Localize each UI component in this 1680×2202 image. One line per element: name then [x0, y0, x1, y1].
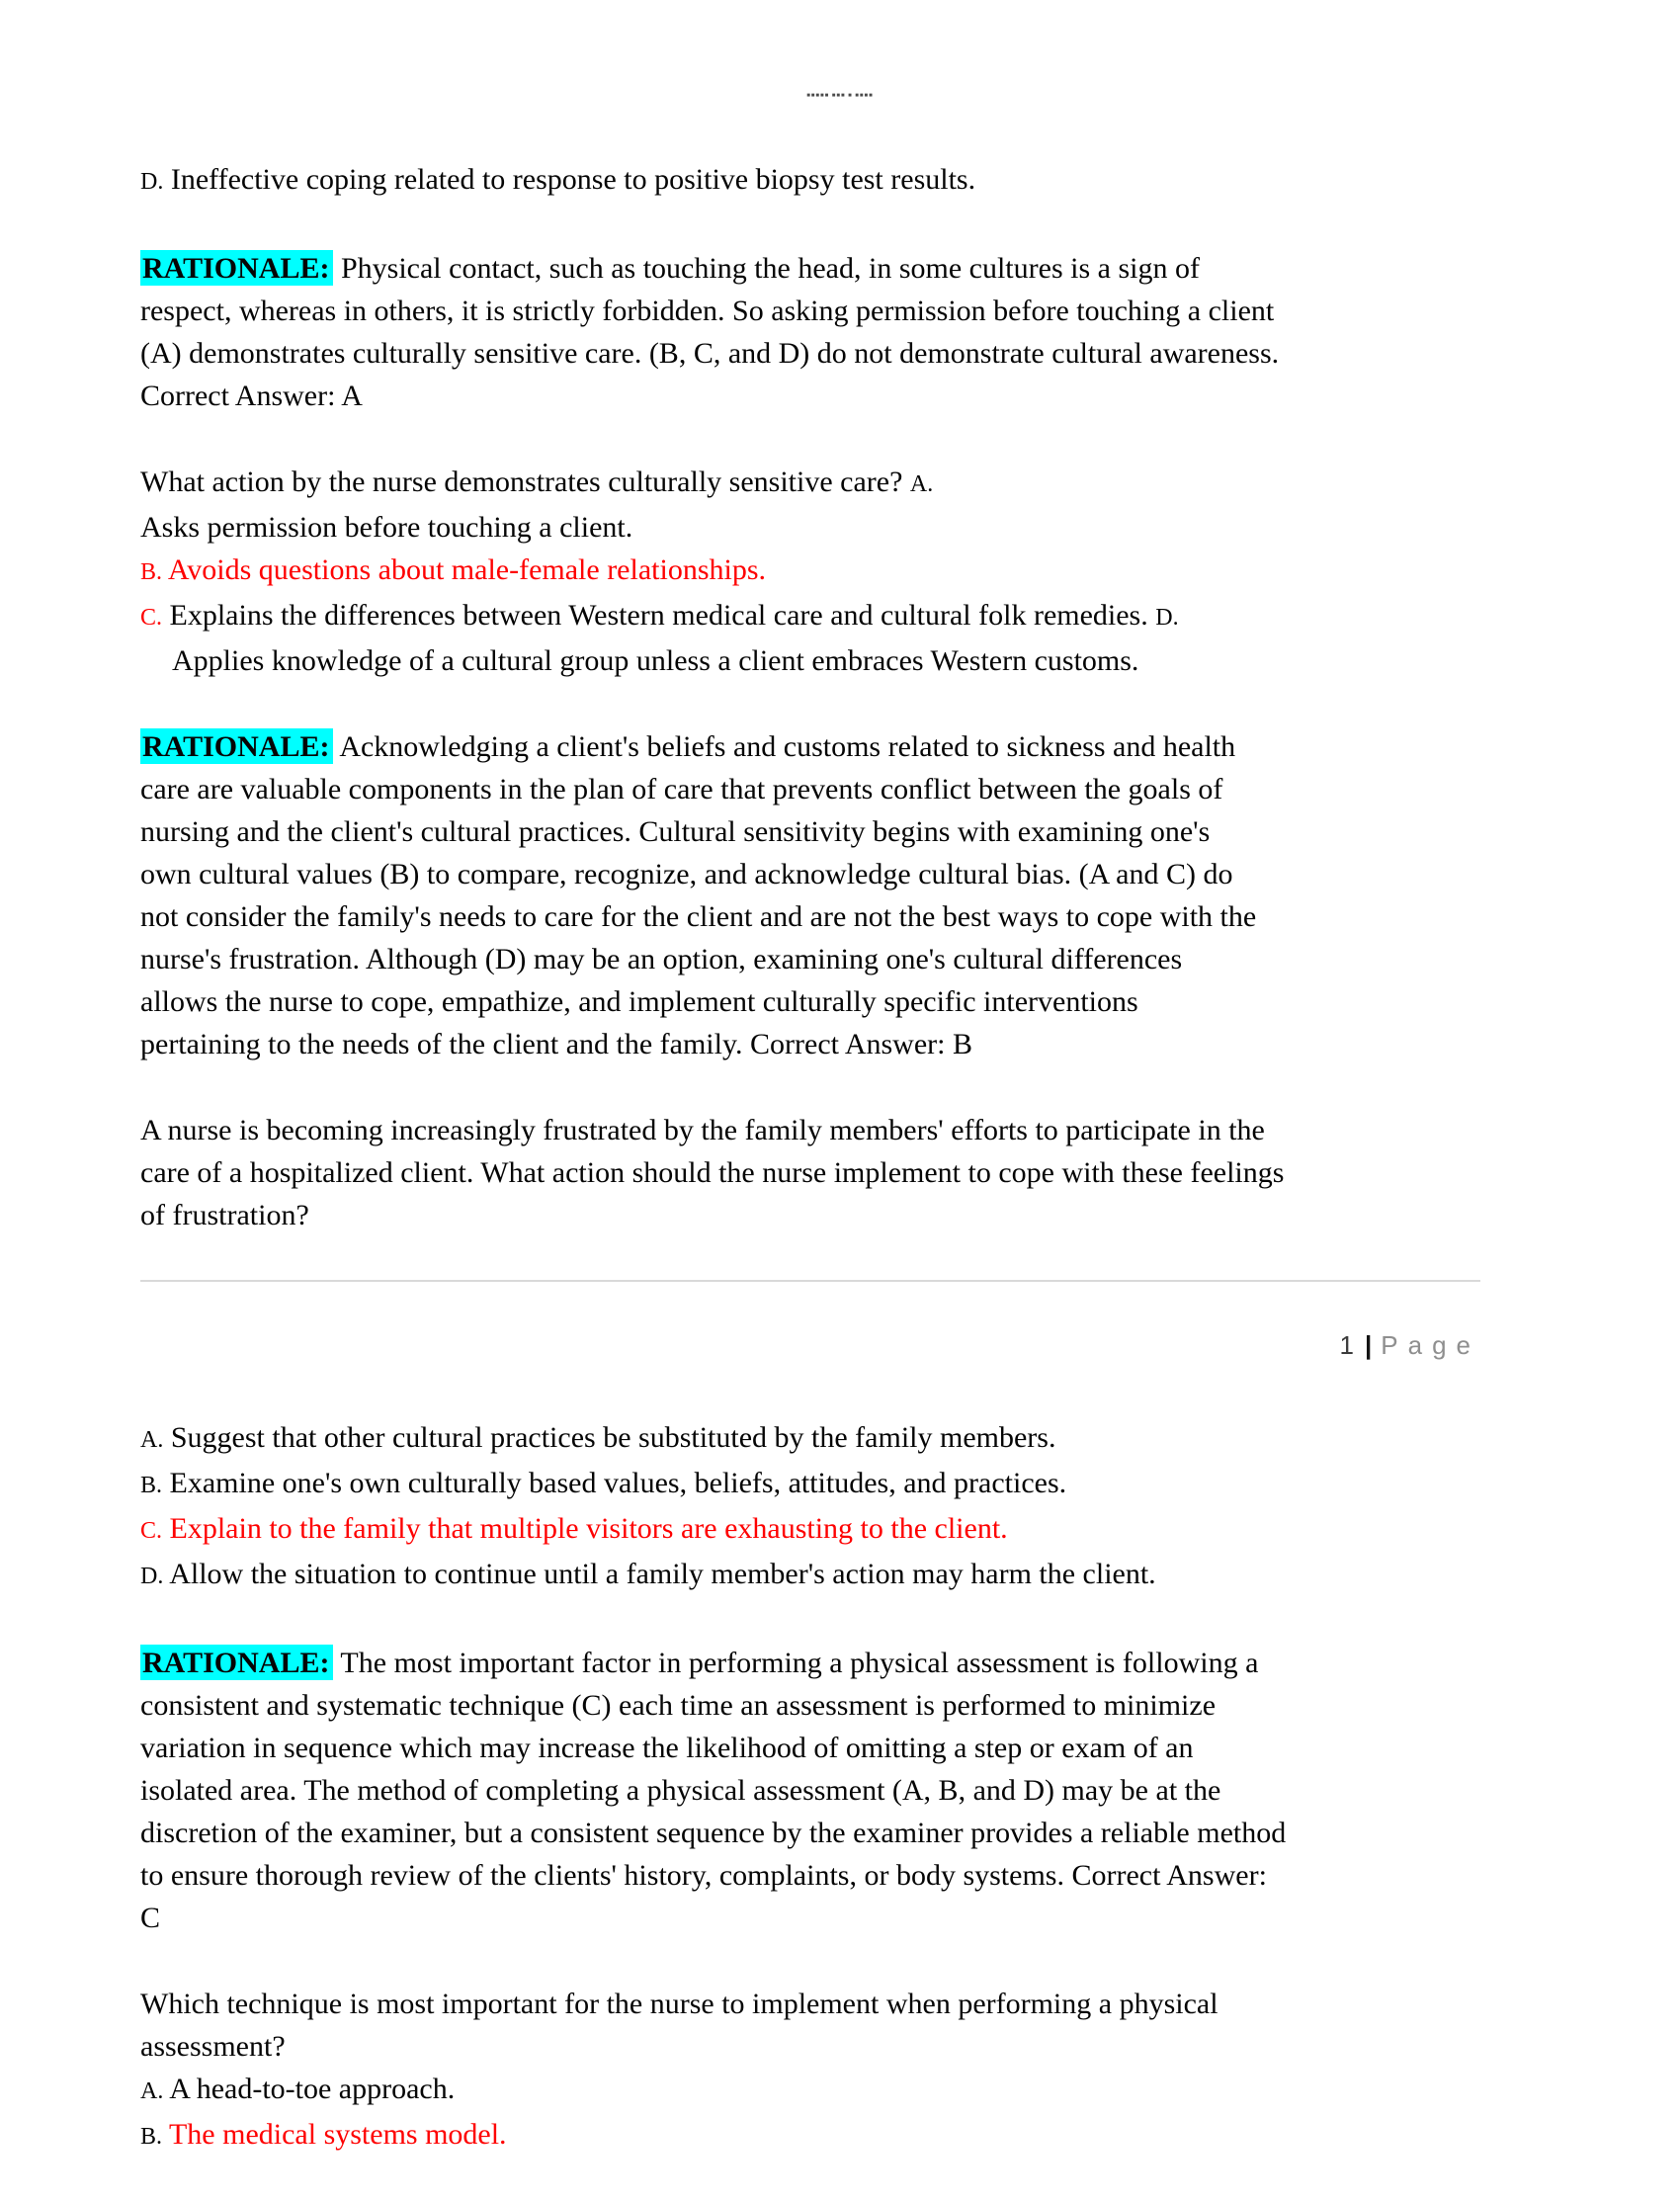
body-text: own cultural values (B) to compare, recognize, and acknowledge cultural bias. (A and C) do	[140, 858, 1233, 890]
illegible-microtext: ■■■■■ ■■■ ■ ■■■■	[806, 93, 874, 99]
body-text: Acknowledging a client's beliefs and customs related to sickness and health	[333, 730, 1236, 763]
body-text: (A) demonstrates culturally sensitive care. (B, C, and D) do not demonstrate cultural awareness.	[140, 337, 1280, 370]
text-line	[140, 2113, 1480, 2159]
text-line	[140, 1023, 1480, 1065]
text-line	[140, 895, 1480, 938]
body-text: Allow the situation to continue until a family member's action may harm the client.	[163, 1558, 1156, 1590]
text-line	[140, 1812, 1480, 1854]
body-text: care of a hospitalized client. What action should the nurse implement to cope with these feelings	[140, 1156, 1285, 1189]
body-text: Which technique is most important for the nurse to implement when performing a physical	[140, 1988, 1218, 2020]
text-line	[140, 290, 1480, 332]
option-label: C.	[140, 1518, 163, 1544]
question-1	[140, 461, 1480, 682]
question-2-options	[140, 1416, 1480, 1598]
body-text: variation in sequence which may increase the likelihood of omitting a step or exam of an	[140, 1732, 1194, 1764]
section-divider	[140, 1280, 1480, 1282]
body-text: pertaining to the needs of the client and the family. Correct Answer: B	[140, 1028, 972, 1060]
option-label: D.	[1155, 605, 1179, 631]
text-line	[140, 1151, 1480, 1194]
text-line	[140, 158, 1480, 204]
text-line	[140, 1854, 1480, 1897]
red-text: The medical systems model.	[162, 2118, 507, 2151]
body-text: A nurse is becoming increasingly frustrated by the family members' efforts to participate in the	[140, 1114, 1265, 1146]
text-line	[140, 1194, 1480, 1236]
text-line	[140, 938, 1480, 980]
page-number-value: 1	[1339, 1330, 1356, 1360]
text-line	[140, 1684, 1480, 1727]
red-text: Avoids questions about male-female relationships.	[162, 553, 767, 586]
text-line	[140, 1897, 1480, 1939]
option-label: C.	[140, 605, 163, 631]
option-label: A.	[140, 1427, 164, 1453]
page-number-separator: |	[1364, 1330, 1373, 1360]
body-text: assessment?	[140, 2030, 286, 2063]
text-line	[140, 639, 1480, 682]
text-line	[140, 1727, 1480, 1769]
body-text: Explains the differences between Western medical care and cultural folk remedies.	[162, 599, 1156, 632]
document-body	[140, 158, 1480, 2202]
body-text: to ensure thorough review of the clients' history, complaints, or body systems. Correct Answer:	[140, 1859, 1267, 1892]
body-text: The most important factor in performing a physical assessment is following a	[333, 1647, 1259, 1679]
option-label: D.	[140, 169, 164, 195]
body-text: discretion of the examiner, but a consistent sequence by the examiner provides a reliable method	[140, 1817, 1287, 1849]
option-label: A.	[909, 471, 934, 497]
text-line	[140, 247, 1480, 290]
text-line	[140, 810, 1480, 853]
rationale-1	[140, 247, 1480, 417]
text-line	[140, 461, 1480, 506]
text-line	[140, 375, 1480, 417]
text-line	[140, 2068, 1480, 2113]
body-text: Suggest that other cultural practices be substituted by the family members.	[163, 1421, 1056, 1454]
body-text: allows the nurse to cope, empathize, and implement culturally specific interventions	[140, 985, 1138, 1018]
text-line	[140, 768, 1480, 810]
body-text: Ineffective coping related to response to positive biopsy test results.	[163, 163, 976, 196]
text-line	[140, 594, 1480, 639]
body-text: of frustration?	[140, 1199, 309, 1231]
text-line	[140, 2025, 1480, 2068]
body-text: A head-to-toe approach.	[163, 2073, 456, 2105]
option-label: B.	[140, 1473, 163, 1498]
rationale-highlight: RATIONALE:	[140, 728, 333, 764]
rationale-highlight: RATIONALE:	[140, 1645, 333, 1680]
text-line	[140, 853, 1480, 895]
option-label: B.	[140, 2124, 163, 2150]
body-text: consistent and systematic technique (C) each time an assessment is performed to minimize	[140, 1689, 1217, 1722]
page-number-label: Page	[1381, 1330, 1480, 1360]
text-line	[140, 332, 1480, 375]
red-text: Explain to the family that multiple visitors are exhausting to the client.	[162, 1512, 1008, 1545]
text-line	[140, 1642, 1480, 1684]
body-text: care are valuable components in the plan of care that prevents conflict between the goals of	[140, 773, 1223, 805]
text-line	[140, 549, 1480, 594]
text-line	[140, 980, 1480, 1023]
option-label: D.	[140, 1564, 164, 1589]
question-3	[140, 1983, 1480, 2159]
body-text: not consider the family's needs to care for the client and are not the best ways to cope with the	[140, 900, 1257, 933]
text-line	[140, 1983, 1480, 2025]
body-text: isolated area. The method of completing a physical assessment (A, B, and D) may be at the	[140, 1774, 1221, 1807]
body-text: Physical contact, such as touching the head, in some cultures is a sign of	[333, 252, 1200, 285]
body-text: nurse's frustration. Although (D) may be an option, examining one's cultural differences	[140, 943, 1183, 975]
rationale-2	[140, 725, 1480, 1065]
text-line	[140, 1553, 1480, 1598]
body-text: Correct Answer: A	[140, 380, 363, 412]
body-text: Asks permission before touching a client.	[140, 511, 633, 544]
question-2-stem	[140, 1109, 1480, 1236]
text-line	[140, 1109, 1480, 1151]
page-number	[140, 1324, 1480, 1367]
option-label: B.	[140, 559, 163, 585]
body-text: nursing and the client's cultural practices. Cultural sensitivity begins with examining one's	[140, 815, 1211, 848]
rationale-3	[140, 1642, 1480, 1939]
rationale-highlight: RATIONALE:	[140, 250, 333, 286]
option-label: A.	[140, 2078, 164, 2104]
text-line	[140, 506, 1480, 549]
body-text: Applies knowledge of a cultural group unless a client embraces Western customs.	[172, 644, 1139, 677]
text-line	[140, 725, 1480, 768]
body-text: Examine one's own culturally based values, beliefs, attitudes, and practices.	[162, 1467, 1067, 1499]
intro-option-d	[140, 158, 1480, 204]
text-line	[140, 1416, 1480, 1462]
text-line	[140, 1462, 1480, 1507]
body-text: What action by the nurse demonstrates culturally sensitive care?	[140, 466, 910, 498]
body-text: C	[140, 1902, 161, 1934]
body-text: respect, whereas in others, it is strictly forbidden. So asking permission before touching a client	[140, 295, 1275, 327]
text-line	[140, 1769, 1480, 1812]
text-line	[140, 1507, 1480, 1553]
